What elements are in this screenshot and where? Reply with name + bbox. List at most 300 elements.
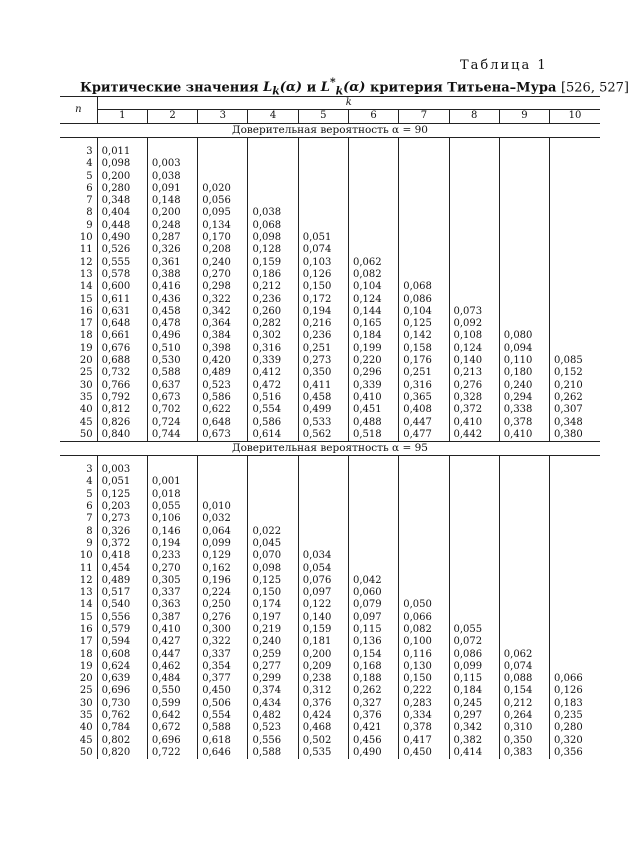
k-column-header: 1 <box>97 110 147 124</box>
value-cell <box>449 476 499 488</box>
row-n-cell: 18 <box>60 649 97 661</box>
value-cell: 0,310 <box>499 722 549 734</box>
value-cell: 0,826 <box>97 417 147 429</box>
value-cell: 0,744 <box>147 429 197 442</box>
value-cell: 0,672 <box>147 722 197 734</box>
table-row <box>60 183 600 195</box>
value-cell: 0,282 <box>248 318 298 330</box>
value-cell: 0,236 <box>298 330 348 342</box>
value-cell: 0,518 <box>348 429 398 442</box>
table-row <box>60 722 600 734</box>
value-cell: 0,588 <box>147 367 197 379</box>
row-n-cell: 10 <box>60 232 97 244</box>
value-cell: 0,388 <box>147 269 197 281</box>
value-cell: 0,673 <box>147 392 197 404</box>
value-cell <box>499 599 549 611</box>
value-cell: 0,158 <box>399 343 449 355</box>
k-column-header: 3 <box>198 110 248 124</box>
value-cell: 0,454 <box>97 563 147 575</box>
value-cell: 0,115 <box>348 624 398 636</box>
value-cell: 0,184 <box>348 330 398 342</box>
value-cell <box>499 476 549 488</box>
value-cell: 0,245 <box>449 698 499 710</box>
value-cell: 0,410 <box>147 624 197 636</box>
value-cell <box>348 464 398 476</box>
value-cell: 0,372 <box>97 538 147 550</box>
value-cell: 0,380 <box>554 428 583 440</box>
value-cell <box>499 318 549 330</box>
value-cell: 0,003 <box>97 464 147 476</box>
value-cell: 0,144 <box>348 306 398 318</box>
value-cell: 0,103 <box>298 257 348 269</box>
table-row <box>60 207 600 219</box>
value-cell: 0,530 <box>147 355 197 367</box>
table-row <box>60 489 600 501</box>
value-cell: 0,154 <box>499 685 549 697</box>
value-cell: 0,106 <box>147 513 197 525</box>
value-cell: 0,260 <box>248 306 298 318</box>
value-cell: 0,236 <box>248 294 298 306</box>
value-cell <box>348 526 398 538</box>
value-cell: 0,506 <box>198 698 248 710</box>
value-cell <box>348 171 398 183</box>
value-cell: 0,490 <box>348 747 398 759</box>
value-cell: 0,427 <box>147 636 197 648</box>
table-row <box>60 624 600 636</box>
value-cell: 0,199 <box>348 343 398 355</box>
table-row <box>60 257 600 269</box>
value-cell: 0,450 <box>399 747 449 759</box>
value-cell: 0,197 <box>248 612 298 624</box>
table-row <box>60 232 600 244</box>
value-cell: 0,556 <box>248 735 298 747</box>
value-cell <box>399 220 449 232</box>
value-cell <box>248 146 298 158</box>
value-cell: 0,410 <box>348 392 398 404</box>
value-cell: 0,073 <box>449 306 499 318</box>
table-row <box>60 306 600 318</box>
table-row <box>60 404 600 416</box>
row-n-cell: 17 <box>60 318 97 330</box>
value-cell: 0,270 <box>198 269 248 281</box>
value-cell: 0,210 <box>554 379 583 391</box>
value-cell <box>499 489 549 501</box>
value-cell <box>550 294 600 306</box>
value-cell: 0,377 <box>198 673 248 685</box>
value-cell: 0,018 <box>147 489 197 501</box>
value-cell: 0,099 <box>198 538 248 550</box>
value-cell: 0,334 <box>399 710 449 722</box>
value-cell <box>550 330 600 342</box>
row-n-cell: 40 <box>60 722 97 734</box>
value-cell: 0,129 <box>198 550 248 562</box>
value-cell: 0,792 <box>97 392 147 404</box>
value-cell: 0,608 <box>97 649 147 661</box>
table-row <box>60 392 600 404</box>
value-cell <box>550 513 600 525</box>
value-cell: 0,363 <box>147 599 197 611</box>
value-cell: 0,196 <box>198 575 248 587</box>
value-cell: 0,382 <box>449 735 499 747</box>
value-cell: 0,010 <box>198 501 248 513</box>
row-n-cell: 19 <box>60 661 97 673</box>
table-row <box>60 550 600 562</box>
row-n-cell: 17 <box>60 636 97 648</box>
value-cell <box>298 220 348 232</box>
value-cell: 0,646 <box>198 747 248 759</box>
value-cell: 0,484 <box>147 673 197 685</box>
value-cell: 0,150 <box>248 587 298 599</box>
table-row <box>60 158 600 170</box>
value-cell: 0,194 <box>298 306 348 318</box>
value-cell <box>449 220 499 232</box>
value-cell: 0,140 <box>449 355 499 367</box>
value-cell: 0,696 <box>147 735 197 747</box>
value-cell: 0,183 <box>554 697 583 709</box>
value-cell <box>499 550 549 562</box>
value-cell: 0,458 <box>147 306 197 318</box>
value-cell: 0,240 <box>499 380 549 392</box>
value-cell: 0,312 <box>298 685 348 697</box>
value-cell <box>348 563 398 575</box>
table-row <box>60 195 600 207</box>
value-cell: 0,219 <box>248 624 298 636</box>
row-n-cell: 4 <box>60 158 97 170</box>
value-cell <box>499 513 549 525</box>
table-row <box>60 343 600 355</box>
value-cell <box>449 550 499 562</box>
value-cell: 0,535 <box>298 747 348 759</box>
value-cell <box>499 612 549 624</box>
value-cell: 0,162 <box>198 563 248 575</box>
value-cell: 0,348 <box>97 195 147 207</box>
table-row <box>60 685 600 697</box>
value-cell: 0,414 <box>449 747 499 759</box>
value-cell: 0,011 <box>97 146 147 158</box>
value-cell <box>348 232 398 244</box>
value-cell: 0,820 <box>97 747 147 759</box>
value-cell: 0,724 <box>147 417 197 429</box>
value-cell: 0,339 <box>348 380 398 392</box>
value-cell <box>550 489 600 501</box>
value-cell: 0,170 <box>198 232 248 244</box>
value-cell: 0,150 <box>399 673 449 685</box>
value-cell: 0,262 <box>348 685 398 697</box>
value-cell: 0,442 <box>449 429 499 442</box>
value-cell <box>499 306 549 318</box>
value-cell: 0,095 <box>198 207 248 219</box>
value-cell: 0,003 <box>147 158 197 170</box>
value-cell: 0,194 <box>147 538 197 550</box>
value-cell: 0,064 <box>198 526 248 538</box>
value-cell: 0,387 <box>147 612 197 624</box>
value-cell: 0,108 <box>449 330 499 342</box>
value-cell <box>499 624 549 636</box>
value-cell <box>499 257 549 269</box>
value-cell <box>499 538 549 550</box>
row-n-cell: 14 <box>60 281 97 293</box>
value-cell: 0,283 <box>399 698 449 710</box>
value-cell: 0,154 <box>348 649 398 661</box>
value-cell: 0,410 <box>499 429 549 442</box>
value-cell <box>499 220 549 232</box>
value-cell: 0,802 <box>97 735 147 747</box>
value-cell: 0,038 <box>147 171 197 183</box>
table-row <box>60 501 600 513</box>
value-cell <box>550 612 600 624</box>
table-row <box>60 464 600 476</box>
value-cell <box>298 526 348 538</box>
value-cell: 0,550 <box>147 685 197 697</box>
value-cell: 0,673 <box>198 429 248 442</box>
value-cell <box>550 501 600 513</box>
value-cell: 0,555 <box>97 257 147 269</box>
value-cell: 0,022 <box>248 526 298 538</box>
value-cell: 0,411 <box>298 380 348 392</box>
value-cell: 0,180 <box>499 367 549 379</box>
table-row <box>60 710 600 722</box>
value-cell: 0,326 <box>97 526 147 538</box>
value-cell <box>550 624 600 636</box>
value-cell: 0,622 <box>198 404 248 416</box>
value-cell: 0,098 <box>97 158 147 170</box>
value-cell: 0,146 <box>147 526 197 538</box>
value-cell <box>550 318 600 330</box>
section-heading: Доверительная вероятность α = 90 <box>60 124 600 138</box>
value-cell: 0,098 <box>248 232 298 244</box>
table-row <box>60 269 600 281</box>
value-cell <box>550 232 600 244</box>
value-cell: 0,326 <box>147 244 197 256</box>
table-row <box>60 171 600 183</box>
value-cell: 0,020 <box>198 183 248 195</box>
value-cell: 0,478 <box>147 318 197 330</box>
value-cell: 0,251 <box>298 343 348 355</box>
value-cell: 0,510 <box>147 343 197 355</box>
value-cell: 0,097 <box>348 612 398 624</box>
value-cell <box>550 563 600 575</box>
n-column-header: n <box>60 97 97 124</box>
row-n-cell: 10 <box>60 550 97 562</box>
value-cell <box>248 489 298 501</box>
value-cell: 0,176 <box>399 355 449 367</box>
value-cell: 0,203 <box>97 501 147 513</box>
value-cell <box>550 526 600 538</box>
value-cell <box>399 538 449 550</box>
title-main: Критические значения <box>80 80 259 96</box>
value-cell: 0,086 <box>449 649 499 661</box>
value-cell <box>449 171 499 183</box>
value-cell: 0,784 <box>97 722 147 734</box>
value-cell: 0,556 <box>97 612 147 624</box>
value-cell: 0,104 <box>348 281 398 293</box>
value-cell: 0,209 <box>298 661 348 673</box>
row-n-cell: 20 <box>60 355 97 367</box>
value-cell <box>550 281 600 293</box>
table-row <box>60 747 600 759</box>
row-n-cell: 40 <box>60 404 97 416</box>
k-column-header: 2 <box>147 110 197 124</box>
value-cell <box>298 171 348 183</box>
value-cell: 0,418 <box>97 550 147 562</box>
value-cell <box>449 294 499 306</box>
value-cell <box>550 171 600 183</box>
table-row <box>60 330 600 342</box>
value-cell: 0,097 <box>298 587 348 599</box>
row-n-cell: 18 <box>60 330 97 342</box>
value-cell <box>298 464 348 476</box>
value-cell: 0,034 <box>298 550 348 562</box>
value-cell: 0,128 <box>248 244 298 256</box>
value-cell <box>399 513 449 525</box>
value-cell: 0,502 <box>298 735 348 747</box>
value-cell: 0,126 <box>554 685 583 697</box>
row-n-cell: 11 <box>60 244 97 256</box>
value-cell <box>550 649 600 661</box>
value-cell <box>399 476 449 488</box>
value-cell: 0,365 <box>399 392 449 404</box>
value-cell <box>449 207 499 219</box>
value-cell: 0,068 <box>399 281 449 293</box>
value-cell: 0,110 <box>499 355 549 367</box>
value-cell <box>298 183 348 195</box>
value-cell <box>348 220 398 232</box>
value-cell: 0,372 <box>449 404 499 416</box>
value-cell: 0,104 <box>399 306 449 318</box>
value-cell: 0,447 <box>147 649 197 661</box>
value-cell: 0,126 <box>298 269 348 281</box>
row-n-cell: 50 <box>60 747 97 759</box>
value-cell: 0,639 <box>97 673 147 685</box>
value-cell <box>399 526 449 538</box>
value-cell <box>399 550 449 562</box>
value-cell: 0,091 <box>147 183 197 195</box>
value-cell: 0,099 <box>449 661 499 673</box>
value-cell: 0,523 <box>248 722 298 734</box>
value-cell: 0,055 <box>449 624 499 636</box>
value-cell <box>399 232 449 244</box>
value-cell: 0,696 <box>97 685 147 697</box>
value-cell <box>550 343 600 355</box>
row-n-cell: 50 <box>60 429 97 442</box>
value-cell <box>550 464 600 476</box>
value-cell: 0,240 <box>198 257 248 269</box>
value-cell: 0,490 <box>97 232 147 244</box>
value-cell: 0,730 <box>97 698 147 710</box>
value-cell: 0,076 <box>298 575 348 587</box>
table-row <box>60 367 600 379</box>
value-cell: 0,384 <box>198 330 248 342</box>
value-cell: 0,327 <box>348 698 398 710</box>
table-label: Таблица 1 <box>460 58 548 73</box>
value-cell: 0,088 <box>499 673 549 685</box>
table-row <box>60 294 600 306</box>
value-cell <box>348 183 398 195</box>
value-cell <box>550 207 600 219</box>
value-cell: 0,122 <box>298 599 348 611</box>
value-cell <box>499 207 549 219</box>
value-cell: 0,042 <box>348 575 398 587</box>
value-cell: 0,586 <box>198 392 248 404</box>
value-cell: 0,276 <box>198 612 248 624</box>
value-cell: 0,328 <box>449 392 499 404</box>
value-cell: 0,554 <box>198 710 248 722</box>
row-n-cell: 15 <box>60 294 97 306</box>
title-refs: [526, 527] <box>560 80 629 96</box>
value-cell <box>399 158 449 170</box>
value-cell: 0,322 <box>198 294 248 306</box>
k-column-header: 4 <box>248 110 298 124</box>
value-cell <box>248 183 298 195</box>
table-row <box>60 513 600 525</box>
value-cell: 0,051 <box>97 476 147 488</box>
value-cell: 0,378 <box>499 417 549 429</box>
table-row <box>60 636 600 648</box>
value-cell: 0,421 <box>348 722 398 734</box>
table-row <box>60 661 600 673</box>
table-row <box>60 380 600 392</box>
value-cell: 0,082 <box>348 269 398 281</box>
value-cell: 0,159 <box>248 257 298 269</box>
value-cell <box>499 244 549 256</box>
value-cell: 0,477 <box>399 429 449 442</box>
value-cell <box>399 501 449 513</box>
row-n-cell: 30 <box>60 698 97 710</box>
value-cell: 0,614 <box>248 429 298 442</box>
value-cell: 0,150 <box>298 281 348 293</box>
value-cell: 0,062 <box>348 257 398 269</box>
value-cell: 0,174 <box>248 599 298 611</box>
value-cell <box>550 269 600 281</box>
value-cell: 0,068 <box>248 220 298 232</box>
value-cell <box>399 195 449 207</box>
value-cell: 0,489 <box>97 575 147 587</box>
row-n-cell: 5 <box>60 171 97 183</box>
value-cell <box>348 501 398 513</box>
value-cell: 0,337 <box>147 587 197 599</box>
value-cell: 0,213 <box>449 367 499 379</box>
value-cell <box>198 464 248 476</box>
row-n-cell: 45 <box>60 417 97 429</box>
value-cell: 0,618 <box>198 735 248 747</box>
value-cell: 0,599 <box>147 698 197 710</box>
value-cell <box>248 464 298 476</box>
value-cell: 0,280 <box>97 183 147 195</box>
value-cell <box>499 636 549 648</box>
value-cell: 0,472 <box>248 380 298 392</box>
value-cell: 0,264 <box>499 710 549 722</box>
value-cell: 0,045 <box>248 538 298 550</box>
value-cell: 0,299 <box>248 673 298 685</box>
value-cell: 0,648 <box>198 417 248 429</box>
value-cell <box>399 207 449 219</box>
value-cell: 0,588 <box>248 747 298 759</box>
value-cell: 0,676 <box>97 343 147 355</box>
value-cell: 0,277 <box>248 661 298 673</box>
value-cell: 0,316 <box>399 380 449 392</box>
table-row <box>60 281 600 293</box>
value-cell: 0,092 <box>449 318 499 330</box>
row-n-cell: 30 <box>60 380 97 392</box>
value-cell: 0,186 <box>248 269 298 281</box>
value-cell: 0,038 <box>248 207 298 219</box>
value-cell: 0,410 <box>449 417 499 429</box>
value-cell: 0,082 <box>399 624 449 636</box>
row-n-cell: 35 <box>60 710 97 722</box>
value-cell: 0,434 <box>248 698 298 710</box>
title-symbol-lk: $L_k(\alpha)$ <box>263 80 303 98</box>
value-cell <box>399 563 449 575</box>
